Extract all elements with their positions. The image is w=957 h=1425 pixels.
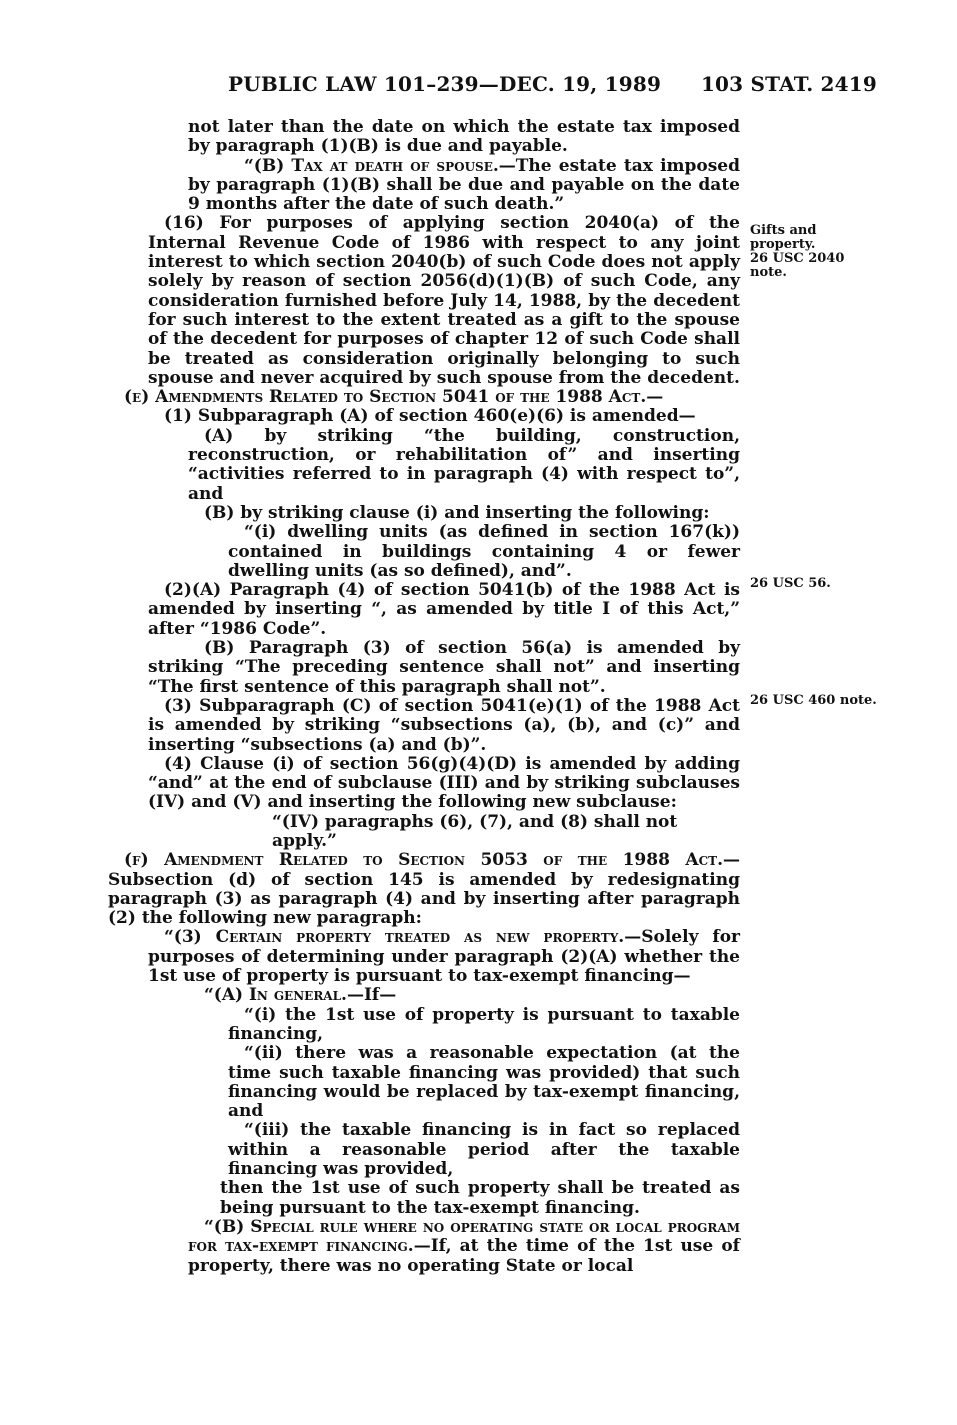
margin-note-line: note. — [750, 265, 787, 280]
clause-ii: “(ii) there was a reasonable expectation (at the time such taxable financing was provided) that such financing would be replaced by tax-exempt financing, and — [228, 1043, 740, 1122]
clause-i-dwelling: “(i) dwelling units (as defined in section 167(k)) contained in buildings containing 4 or fewer dwelling units (as so defined), and”. — [228, 522, 740, 581]
new-paragraph-3 — [108, 928, 740, 986]
subsection-f — [108, 851, 740, 928]
new-subclause-iv: “(IV) paragraphs (6), (7), and (8) shall not apply.” — [272, 811, 678, 851]
subsection-heading: (f) Amendment Related to Section 5053 of the 1988 Act. — [124, 850, 723, 871]
paragraph-16: (16) For purposes of applying section 2040(a) of the Internal Revenue Code of 1986 with respect to any joint interest to which section 2040(b) of such Code does not apply solely by reason of section 2056(d)(1)(B) of such Code, any consideration furnished before July 14, 1988, by the decedent for such interest to the extent treated as a gift to the spouse of the decedent for purposes of chapter 12 of such Code shall be treated as consideration originally belonging to such spouse and never acquired by such spouse from the decedent. — [148, 213, 740, 388]
subparagraph-heading: “(B) Special rule where no operating state or local program for tax-exempt financing. — [188, 1216, 740, 1257]
subparagraph-a-in-general — [108, 986, 740, 1005]
paragraph-heading: “(3) Certain property treated as new property. — [164, 927, 625, 948]
margin-note-gifts — [750, 224, 900, 280]
paragraph-e3: (3) Subparagraph (C) of section 5041(e)(1) of the 1988 Act is amended by striking “subsections (a), (b), and (c)” and inserting “subsections (a) and (b)”. — [148, 695, 740, 755]
margin-note-line: property. — [750, 237, 816, 252]
paragraph-e4: (4) Clause (i) of section 56(g)(4)(D) is amended by adding “and” at the end of subclause (III) and by striking subclauses (IV) and (V) and inserting the following new subclause: — [148, 753, 740, 813]
subparagraph-text: —If, at the time of the 1st use of property, there was no operating State or local — [188, 1236, 740, 1276]
flush-text: then the 1st use of such property shall be treated as being pursuant to the tax-exempt financing. — [220, 1178, 740, 1218]
margin-note-line: 26 USC 2040 — [750, 251, 845, 266]
running-head-stat: 103 STAT. 2419 — [700, 72, 877, 96]
paragraph-e2a: (2)(A) Paragraph (4) of section 5041(b) of the 1988 Act is amended by inserting “, as amended by title I of this Act,” after “1986 Code”. — [148, 580, 740, 639]
subsection-e-heading — [108, 388, 740, 407]
subparagraph-e1a: (A) by striking “the building, construction, reconstruction, or rehabilitation of” and inserting “activities referred to in paragraph (4) with respect to”, and — [188, 425, 740, 504]
subparagraph-e1b: (B) by striking clause (i) and inserting the following: — [204, 502, 710, 523]
margin-note-usc56: 26 USC 56. — [750, 576, 831, 591]
paragraph-e2b: (B) Paragraph (3) of section 56(a) is amended by striking “The preceding sentence shall not” and inserting “The first sentence of this paragraph shall not”. — [148, 638, 740, 697]
running-head-title: PUBLIC LAW 101–239—DEC. 19, 1989 — [228, 72, 662, 96]
subsection-dash: — — [646, 387, 664, 408]
subparagraph-heading: “(B) Tax at death of spouse. — [244, 155, 499, 176]
subsection-heading: (e) Amendments Related to Section 5041 of the 1988 Act. — [124, 387, 647, 408]
clause-iii: “(iii) the taxable financing is in fact so replaced within a reasonable period after the taxable financing was provided, — [228, 1120, 740, 1180]
margin-note-line: Gifts and — [750, 223, 817, 238]
subparagraph-b-special-rule — [108, 1218, 740, 1276]
paragraph-e1: (1) Subparagraph (A) of section 460(e)(6) is amended— — [164, 406, 696, 427]
margin-note-usc460: 26 USC 460 note. — [750, 693, 877, 708]
body-text — [108, 118, 740, 1276]
subsection-text: —Subsection (d) of section 145 is amended by redesignating paragraph (3) as paragraph (4) and by inserting after paragraph (2) the following new paragraph: — [108, 850, 740, 929]
subparagraph-heading: “(A) In general. — [204, 985, 347, 1006]
subparagraph-text: —The estate tax imposed by paragraph (1)(B) shall be due and payable on the date 9 months after the date of such death.” — [188, 155, 741, 215]
subparagraph-text: —If— — [346, 985, 397, 1006]
paragraph-continuation: not later than the date on which the estate tax imposed by paragraph (1)(B) is due and payable. — [188, 117, 740, 157]
paragraph-text: —Solely for purposes of determining under paragraph (2)(A) whether the 1st use of property is pursuant to tax-exempt financing— — [148, 927, 740, 987]
clause-i: “(i) the 1st use of property is pursuant to taxable financing, — [228, 1004, 740, 1044]
subparagraph-b-tax-at-death — [108, 157, 740, 215]
running-head — [0, 72, 957, 102]
